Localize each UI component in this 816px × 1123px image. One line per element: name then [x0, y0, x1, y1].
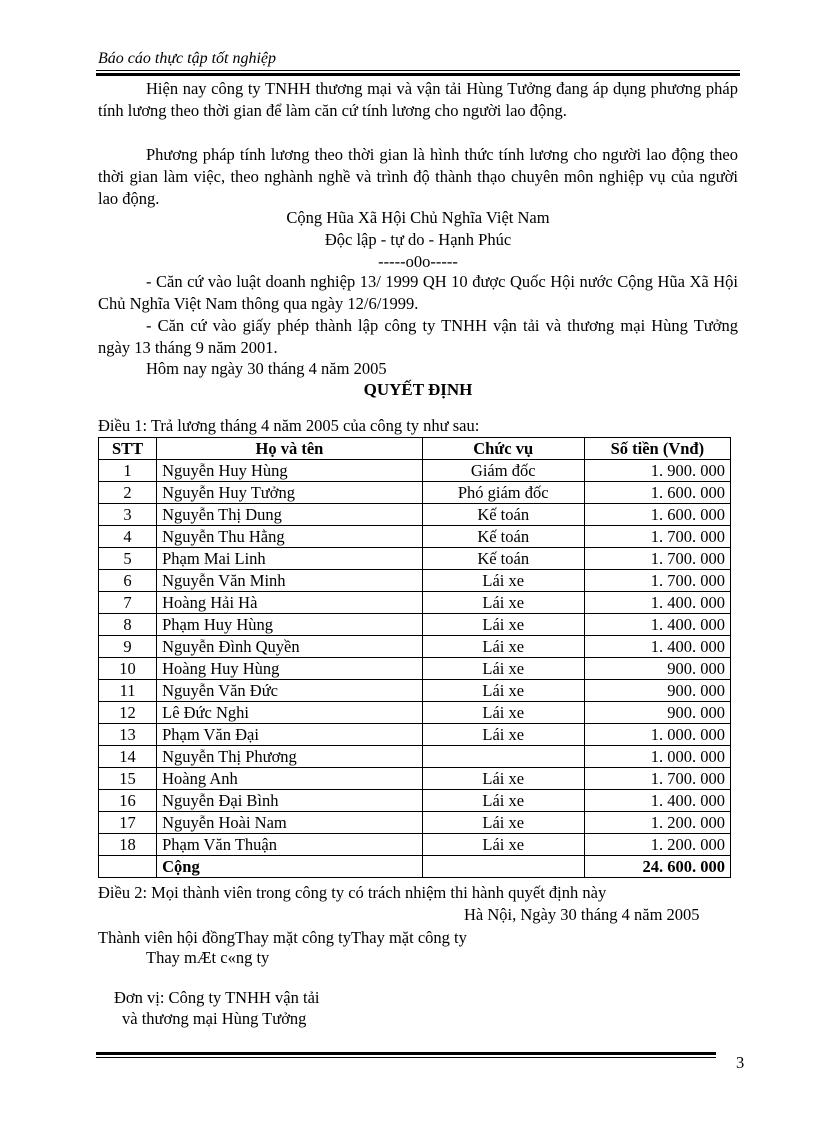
row-amount: 900. 000 — [584, 658, 730, 680]
footer-rule-thick — [96, 1052, 716, 1055]
row-amount: 900. 000 — [584, 702, 730, 724]
row-role: Kế toán — [422, 504, 584, 526]
table-header-row — [99, 438, 731, 460]
row-name: Phạm Huy Hùng — [157, 614, 423, 636]
row-name: Nguyễn Văn Minh — [157, 570, 423, 592]
row-stt: 16 — [99, 790, 157, 812]
row-stt: 9 — [99, 636, 157, 658]
row-amount: 1. 600. 000 — [584, 504, 730, 526]
row-stt: 4 — [99, 526, 157, 548]
decision-title: QUYẾT ĐỊNH — [363, 380, 473, 399]
row-name: Nguyễn Đình Quyền — [157, 636, 423, 658]
row-role — [422, 746, 584, 768]
header-stt: STT — [99, 438, 157, 460]
basis-item-2: - Căn cứ vào giấy phép thành lập công ty TNHH vận tải và thương mại Hùng Tưởng ngày 13 tháng 9 năm 2001. — [98, 316, 738, 357]
row-amount: 1. 900. 000 — [584, 460, 730, 482]
signatures-line: Thành viên hội đồngThay mặt công tyThay mặt công ty — [98, 928, 467, 947]
table-row — [99, 702, 731, 724]
row-stt: 6 — [99, 570, 157, 592]
row-role: Giám đốc — [422, 460, 584, 482]
row-amount: 1. 700. 000 — [584, 768, 730, 790]
row-role: Lái xe — [422, 768, 584, 790]
row-role: Lái xe — [422, 702, 584, 724]
table-row — [99, 460, 731, 482]
table-row — [99, 790, 731, 812]
row-stt: 15 — [99, 768, 157, 790]
row-amount: 1. 700. 000 — [584, 548, 730, 570]
row-amount: 1. 000. 000 — [584, 746, 730, 768]
row-name: Phạm Văn Thuận — [157, 834, 423, 856]
row-name: Nguyễn Thu Hằng — [157, 526, 423, 548]
row-amount: 1. 200. 000 — [584, 834, 730, 856]
row-role: Lái xe — [422, 658, 584, 680]
table-row — [99, 592, 731, 614]
row-amount: 1. 400. 000 — [584, 790, 730, 812]
total-role-cell — [422, 856, 584, 878]
row-role: Lái xe — [422, 790, 584, 812]
unit-line-2: và thương mại Hùng Tưởng — [122, 1009, 307, 1028]
row-amount: 1. 400. 000 — [584, 636, 730, 658]
row-amount: 1. 000. 000 — [584, 724, 730, 746]
table-row — [99, 812, 731, 834]
row-name: Nguyễn Đại Bình — [157, 790, 423, 812]
row-role: Lái xe — [422, 834, 584, 856]
row-amount: 1. 600. 000 — [584, 482, 730, 504]
row-stt: 14 — [99, 746, 157, 768]
row-name: Phạm Văn Đại — [157, 724, 423, 746]
header-amount: Số tiền (Vnđ) — [584, 438, 730, 460]
table-row — [99, 504, 731, 526]
total-stt-cell — [99, 856, 157, 878]
today-line: Hôm nay ngày 30 tháng 4 năm 2005 — [146, 359, 387, 378]
row-role: Lái xe — [422, 570, 584, 592]
unit-line-1: Đơn vị: Công ty TNHH vận tải — [114, 988, 320, 1007]
header-rule-thick — [96, 73, 740, 76]
row-stt: 2 — [99, 482, 157, 504]
row-amount: 1. 400. 000 — [584, 592, 730, 614]
row-name: Nguyễn Hoài Nam — [157, 812, 423, 834]
row-name: Nguyễn Thị Phương — [157, 746, 423, 768]
footer-rule-thin — [96, 1057, 716, 1058]
row-name: Nguyễn Huy Tưởng — [157, 482, 423, 504]
signatures-garbled: Thay mÆt c«ng ty — [146, 948, 270, 967]
row-amount: 1. 400. 000 — [584, 614, 730, 636]
table-row — [99, 834, 731, 856]
total-value: 24. 600. 000 — [584, 856, 730, 878]
header-rule-thin — [96, 70, 740, 71]
motto-divider: -----o0o----- — [378, 252, 458, 271]
row-name: Nguyễn Thị Dung — [157, 504, 423, 526]
intro-paragraph-1: Hiện nay công ty TNHH thương mại và vận tải Hùng Tưởng đang áp dụng phương pháp tính lương theo thời gian để làm căn cứ tính lương cho người lao động. — [98, 79, 738, 120]
table-row — [99, 548, 731, 570]
row-stt: 11 — [99, 680, 157, 702]
total-label: Cộng — [157, 856, 423, 878]
row-stt: 18 — [99, 834, 157, 856]
table-total-row — [99, 856, 731, 878]
row-stt: 12 — [99, 702, 157, 724]
table-row — [99, 680, 731, 702]
date-place: Hà Nội, Ngày 30 tháng 4 năm 2005 — [464, 905, 700, 924]
row-name: Hoàng Anh — [157, 768, 423, 790]
table-row — [99, 614, 731, 636]
row-stt: 5 — [99, 548, 157, 570]
row-amount: 1. 200. 000 — [584, 812, 730, 834]
article-2: Điều 2: Mọi thành viên trong công ty có trách nhiệm thi hành quyết định này — [98, 883, 607, 902]
basis-item-1: - Căn cứ vào luật doanh nghiệp 13/ 1999 QH 10 được Quốc Hội nước Cộng Hũa Xã Hội Chủ Nghĩa Việt Nam thông qua ngày 12/6/1999. — [98, 272, 738, 313]
row-stt: 10 — [99, 658, 157, 680]
table-row — [99, 636, 731, 658]
row-name: Lê Đức Nghi — [157, 702, 423, 724]
table-row — [99, 658, 731, 680]
row-amount: 1. 700. 000 — [584, 570, 730, 592]
row-role: Kế toán — [422, 526, 584, 548]
salary-table — [98, 437, 731, 878]
row-amount: 1. 700. 000 — [584, 526, 730, 548]
table-row — [99, 482, 731, 504]
row-name: Nguyễn Văn Đức — [157, 680, 423, 702]
row-stt: 3 — [99, 504, 157, 526]
row-stt: 8 — [99, 614, 157, 636]
header-name: Họ và tên — [157, 438, 423, 460]
table-row — [99, 746, 731, 768]
motto-line-2: Độc lập - tự do - Hạnh Phúc — [324, 230, 512, 249]
row-stt: 1 — [99, 460, 157, 482]
table-row — [99, 768, 731, 790]
table-row — [99, 570, 731, 592]
article-1: Điều 1: Trả lương tháng 4 năm 2005 của công ty như sau: — [98, 416, 480, 435]
header-role: Chức vụ — [422, 438, 584, 460]
table-row — [99, 724, 731, 746]
row-role: Lái xe — [422, 614, 584, 636]
row-role: Lái xe — [422, 636, 584, 658]
motto-line-1: Cộng Hũa Xã Hội Chủ Nghĩa Việt Nam — [286, 208, 550, 227]
row-role: Phó giám đốc — [422, 482, 584, 504]
row-stt: 13 — [99, 724, 157, 746]
row-role: Lái xe — [422, 812, 584, 834]
row-role: Kế toán — [422, 548, 584, 570]
row-amount: 900. 000 — [584, 680, 730, 702]
row-stt: 7 — [99, 592, 157, 614]
page-header-title: Báo cáo thực tập tốt nghiệp — [98, 50, 277, 67]
row-name: Hoàng Huy Hùng — [157, 658, 423, 680]
row-stt: 17 — [99, 812, 157, 834]
table-row — [99, 526, 731, 548]
row-name: Phạm Mai Linh — [157, 548, 423, 570]
row-role: Lái xe — [422, 592, 584, 614]
row-role: Lái xe — [422, 680, 584, 702]
row-name: Nguyễn Huy Hùng — [157, 460, 423, 482]
intro-paragraph-2: Phương pháp tính lương theo thời gian là hình thức tính lương cho người lao động theo thời gian làm việc, theo nghành nghề và trình độ thành thạo chuyên môn nghiệp vụ của người lao động. — [98, 145, 738, 208]
row-role: Lái xe — [422, 724, 584, 746]
row-name: Hoàng Hải Hà — [157, 592, 423, 614]
page-number: 3 — [736, 1053, 745, 1072]
